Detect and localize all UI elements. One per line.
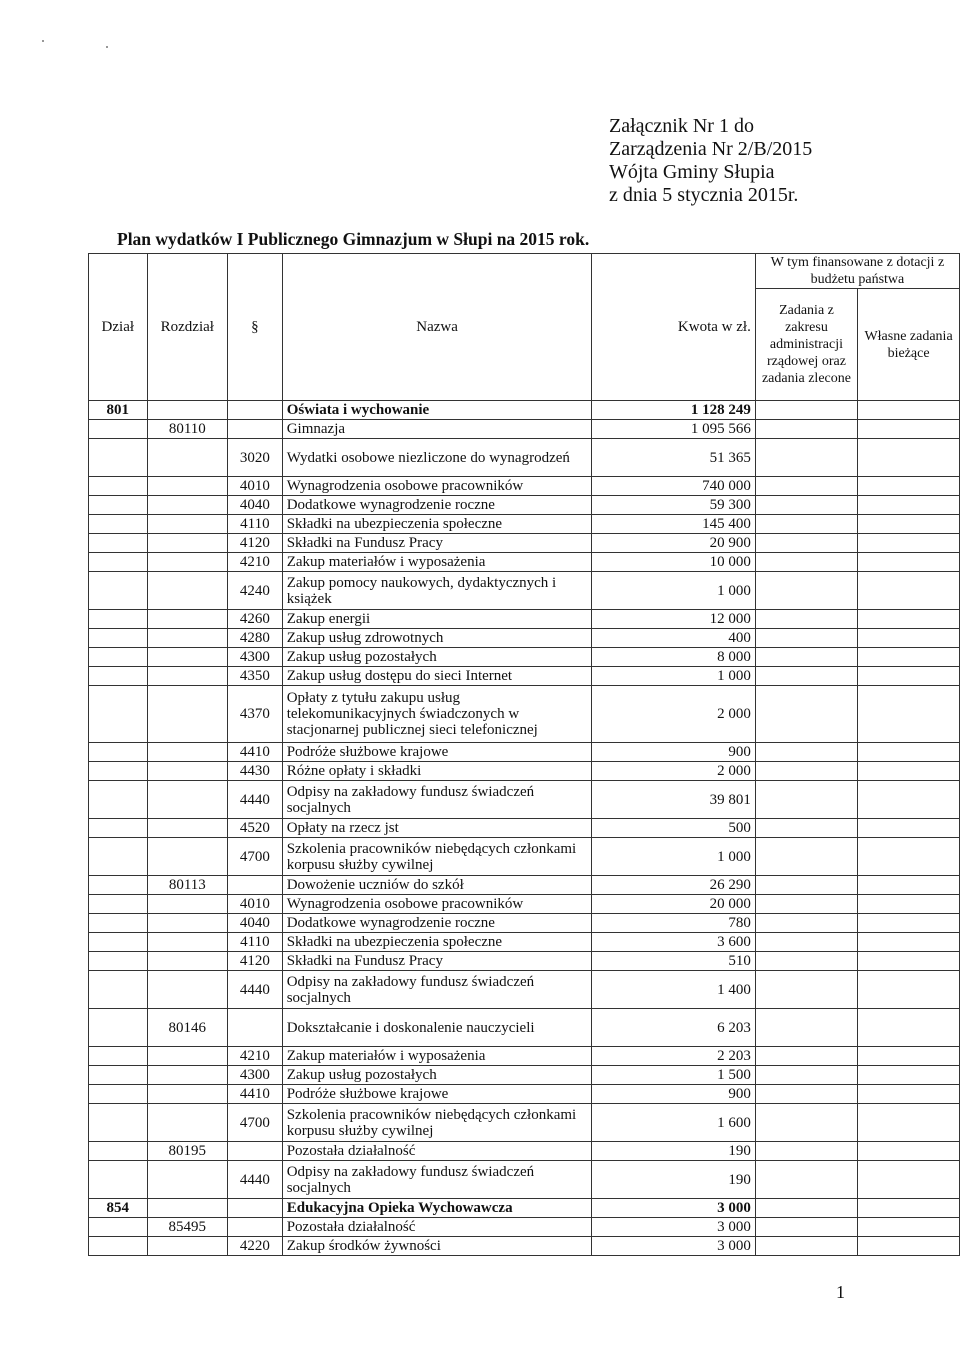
cell-dzial xyxy=(89,952,148,971)
cell-kwota: 145 400 xyxy=(592,515,755,534)
cell-wlasne xyxy=(858,553,960,572)
cell-nazwa: Podróże służbowe krajowe xyxy=(282,743,592,762)
table-row xyxy=(89,515,960,534)
cell-dzial xyxy=(89,610,148,629)
table-row xyxy=(89,762,960,781)
cell-nazwa: Szkolenia pracowników niebędących członkami korpusu służby cywilnej xyxy=(282,1104,592,1142)
cell-nazwa: Edukacyjna Opieka Wychowawcza xyxy=(282,1199,592,1218)
cell-rozdzial: 80195 xyxy=(147,1142,227,1161)
cell-kwota: 1 000 xyxy=(592,667,755,686)
cell-rozdzial xyxy=(147,553,227,572)
cell-dzial xyxy=(89,1085,148,1104)
cell-paragraf: 4280 xyxy=(228,629,283,648)
cell-rozdzial xyxy=(147,819,227,838)
cell-zadania-zlecone xyxy=(755,648,857,667)
cell-wlasne xyxy=(858,496,960,515)
cell-rozdzial xyxy=(147,496,227,515)
cell-kwota: 3 000 xyxy=(592,1218,755,1237)
cell-paragraf: 4520 xyxy=(228,819,283,838)
header-nazwa: Nazwa xyxy=(282,254,592,401)
cell-dzial xyxy=(89,686,148,743)
annex-header xyxy=(609,115,812,207)
cell-zadania-zlecone xyxy=(755,743,857,762)
cell-wlasne xyxy=(858,1161,960,1199)
cell-paragraf xyxy=(228,1009,283,1047)
cell-rozdzial xyxy=(147,1199,227,1218)
table-row xyxy=(89,1237,960,1256)
table-row xyxy=(89,933,960,952)
table-row xyxy=(89,1104,960,1142)
cell-zadania-zlecone xyxy=(755,667,857,686)
cell-kwota: 740 000 xyxy=(592,477,755,496)
cell-dzial xyxy=(89,648,148,667)
cell-kwota: 59 300 xyxy=(592,496,755,515)
cell-rozdzial xyxy=(147,439,227,477)
page-number: 1 xyxy=(836,1282,845,1302)
cell-rozdzial: 80113 xyxy=(147,876,227,895)
cell-zadania-zlecone xyxy=(755,1085,857,1104)
header-w-tym: W tym finansowane z dotacji z budżetu państwa xyxy=(755,254,959,289)
table-row xyxy=(89,971,960,1009)
cell-rozdzial: 80146 xyxy=(147,1009,227,1047)
cell-zadania-zlecone xyxy=(755,534,857,553)
cell-wlasne xyxy=(858,401,960,420)
cell-nazwa: Składki na Fundusz Pracy xyxy=(282,952,592,971)
cell-nazwa: Składki na ubezpieczenia społeczne xyxy=(282,515,592,534)
cell-wlasne xyxy=(858,1047,960,1066)
cell-nazwa: Wydatki osobowe niezliczone do wynagrodzeń xyxy=(282,439,592,477)
table-row xyxy=(89,1009,960,1047)
cell-paragraf: 4120 xyxy=(228,534,283,553)
cell-nazwa: Zakup usług pozostałych xyxy=(282,1066,592,1085)
cell-paragraf: 4430 xyxy=(228,762,283,781)
cell-dzial xyxy=(89,515,148,534)
cell-wlasne xyxy=(858,838,960,876)
scan-speck xyxy=(42,40,44,42)
cell-rozdzial xyxy=(147,610,227,629)
cell-nazwa: Dowożenie uczniów do szkół xyxy=(282,876,592,895)
cell-paragraf: 4010 xyxy=(228,895,283,914)
cell-wlasne xyxy=(858,439,960,477)
cell-zadania-zlecone xyxy=(755,781,857,819)
cell-kwota: 190 xyxy=(592,1142,755,1161)
cell-wlasne xyxy=(858,933,960,952)
cell-rozdzial xyxy=(147,838,227,876)
cell-kwota: 3 000 xyxy=(592,1199,755,1218)
cell-dzial xyxy=(89,553,148,572)
cell-dzial xyxy=(89,781,148,819)
cell-dzial xyxy=(89,914,148,933)
cell-nazwa: Pozostała działalność xyxy=(282,1142,592,1161)
cell-kwota: 2 000 xyxy=(592,686,755,743)
cell-nazwa: Odpisy na zakładowy fundusz świadczeń socjalnych xyxy=(282,1161,592,1199)
cell-rozdzial xyxy=(147,572,227,610)
cell-nazwa: Podróże służbowe krajowe xyxy=(282,1085,592,1104)
cell-wlasne xyxy=(858,952,960,971)
cell-wlasne xyxy=(858,1199,960,1218)
cell-kwota: 1 128 249 xyxy=(592,401,755,420)
cell-wlasne xyxy=(858,1085,960,1104)
cell-dzial xyxy=(89,439,148,477)
cell-rozdzial xyxy=(147,743,227,762)
cell-kwota: 10 000 xyxy=(592,553,755,572)
cell-nazwa: Zakup materiałów i wyposażenia xyxy=(282,553,592,572)
cell-wlasne xyxy=(858,477,960,496)
cell-kwota: 500 xyxy=(592,819,755,838)
cell-dzial xyxy=(89,534,148,553)
table-row xyxy=(89,629,960,648)
cell-paragraf: 4110 xyxy=(228,515,283,534)
cell-wlasne xyxy=(858,1237,960,1256)
cell-dzial xyxy=(89,762,148,781)
cell-paragraf xyxy=(228,876,283,895)
cell-wlasne xyxy=(858,420,960,439)
cell-wlasne xyxy=(858,1066,960,1085)
cell-nazwa: Oświata i wychowanie xyxy=(282,401,592,420)
cell-dzial xyxy=(89,933,148,952)
cell-dzial xyxy=(89,1066,148,1085)
cell-rozdzial: 80110 xyxy=(147,420,227,439)
cell-dzial xyxy=(89,477,148,496)
cell-nazwa: Zakup usług zdrowotnych xyxy=(282,629,592,648)
cell-zadania-zlecone xyxy=(755,515,857,534)
cell-kwota: 510 xyxy=(592,952,755,971)
cell-zadania-zlecone xyxy=(755,819,857,838)
cell-rozdzial xyxy=(147,667,227,686)
cell-dzial xyxy=(89,838,148,876)
cell-wlasne xyxy=(858,971,960,1009)
cell-paragraf: 3020 xyxy=(228,439,283,477)
header-zadania-zlecone: Zadania z zakresu administracji rządowej oraz zadania zlecone xyxy=(755,289,857,401)
cell-kwota: 51 365 xyxy=(592,439,755,477)
cell-paragraf: 4700 xyxy=(228,838,283,876)
cell-zadania-zlecone xyxy=(755,401,857,420)
cell-dzial xyxy=(89,1237,148,1256)
cell-nazwa: Dodatkowe wynagrodzenie roczne xyxy=(282,914,592,933)
cell-nazwa: Składki na Fundusz Pracy xyxy=(282,534,592,553)
cell-paragraf: 4240 xyxy=(228,572,283,610)
cell-zadania-zlecone xyxy=(755,477,857,496)
cell-zadania-zlecone xyxy=(755,971,857,1009)
cell-paragraf: 4120 xyxy=(228,952,283,971)
cell-dzial: 801 xyxy=(89,401,148,420)
cell-rozdzial xyxy=(147,1066,227,1085)
cell-wlasne xyxy=(858,1218,960,1237)
cell-wlasne xyxy=(858,534,960,553)
cell-paragraf: 4300 xyxy=(228,648,283,667)
annex-line: Zarządzenia Nr 2/B/2015 xyxy=(609,138,813,160)
cell-rozdzial xyxy=(147,1161,227,1199)
cell-zadania-zlecone xyxy=(755,952,857,971)
cell-dzial: 854 xyxy=(89,1199,148,1218)
table-row xyxy=(89,1047,960,1066)
cell-dzial xyxy=(89,1104,148,1142)
table-row xyxy=(89,477,960,496)
cell-rozdzial xyxy=(147,686,227,743)
cell-nazwa: Gimnazja xyxy=(282,420,592,439)
table-row xyxy=(89,648,960,667)
cell-paragraf: 4300 xyxy=(228,1066,283,1085)
cell-paragraf: 4440 xyxy=(228,781,283,819)
cell-nazwa: Dokształcanie i doskonalenie nauczycieli xyxy=(282,1009,592,1047)
cell-dzial xyxy=(89,1047,148,1066)
cell-rozdzial xyxy=(147,1104,227,1142)
cell-paragraf: 4700 xyxy=(228,1104,283,1142)
cell-paragraf: 4010 xyxy=(228,477,283,496)
cell-kwota: 12 000 xyxy=(592,610,755,629)
table-row xyxy=(89,1066,960,1085)
table-row xyxy=(89,1161,960,1199)
cell-wlasne xyxy=(858,686,960,743)
cell-wlasne xyxy=(858,515,960,534)
cell-dzial xyxy=(89,1009,148,1047)
cell-rozdzial xyxy=(147,1085,227,1104)
cell-nazwa: Pozostała działalność xyxy=(282,1218,592,1237)
cell-kwota: 1 000 xyxy=(592,572,755,610)
table-row xyxy=(89,743,960,762)
cell-kwota: 1 500 xyxy=(592,1066,755,1085)
cell-zadania-zlecone xyxy=(755,1009,857,1047)
table-row xyxy=(89,914,960,933)
cell-dzial xyxy=(89,667,148,686)
table-row xyxy=(89,610,960,629)
cell-kwota: 2 203 xyxy=(592,1047,755,1066)
cell-rozdzial xyxy=(147,477,227,496)
annex-line: Załącznik Nr 1 do xyxy=(609,115,754,137)
cell-paragraf: 4110 xyxy=(228,933,283,952)
table-row xyxy=(89,1085,960,1104)
cell-wlasne xyxy=(858,914,960,933)
table-row xyxy=(89,876,960,895)
cell-kwota: 900 xyxy=(592,1085,755,1104)
table-row xyxy=(89,781,960,819)
cell-nazwa: Odpisy na zakładowy fundusz świadczeń socjalnych xyxy=(282,781,592,819)
cell-dzial xyxy=(89,971,148,1009)
table-row xyxy=(89,420,960,439)
cell-paragraf: 4440 xyxy=(228,971,283,1009)
cell-zadania-zlecone xyxy=(755,572,857,610)
cell-paragraf xyxy=(228,1199,283,1218)
cell-zadania-zlecone xyxy=(755,496,857,515)
scan-speck xyxy=(106,46,108,48)
cell-kwota: 6 203 xyxy=(592,1009,755,1047)
cell-kwota: 20 900 xyxy=(592,534,755,553)
cell-kwota: 1 400 xyxy=(592,971,755,1009)
cell-rozdzial xyxy=(147,534,227,553)
cell-zadania-zlecone xyxy=(755,1161,857,1199)
cell-dzial xyxy=(89,1218,148,1237)
cell-kwota: 900 xyxy=(592,743,755,762)
cell-kwota: 20 000 xyxy=(592,895,755,914)
table-row xyxy=(89,572,960,610)
cell-wlasne xyxy=(858,762,960,781)
cell-dzial xyxy=(89,572,148,610)
cell-wlasne xyxy=(858,610,960,629)
cell-wlasne xyxy=(858,895,960,914)
cell-nazwa: Zakup usług pozostałych xyxy=(282,648,592,667)
cell-rozdzial xyxy=(147,629,227,648)
cell-rozdzial: 85495 xyxy=(147,1218,227,1237)
cell-zadania-zlecone xyxy=(755,895,857,914)
table-row xyxy=(89,667,960,686)
cell-wlasne xyxy=(858,781,960,819)
cell-rozdzial xyxy=(147,933,227,952)
cell-dzial xyxy=(89,819,148,838)
cell-wlasne xyxy=(858,1142,960,1161)
cell-dzial xyxy=(89,1161,148,1199)
cell-dzial xyxy=(89,420,148,439)
cell-paragraf: 4260 xyxy=(228,610,283,629)
cell-zadania-zlecone xyxy=(755,439,857,477)
table-row xyxy=(89,819,960,838)
table-row xyxy=(89,686,960,743)
cell-zadania-zlecone xyxy=(755,1237,857,1256)
cell-kwota: 3 600 xyxy=(592,933,755,952)
cell-nazwa: Zakup energii xyxy=(282,610,592,629)
cell-zadania-zlecone xyxy=(755,1199,857,1218)
cell-zadania-zlecone xyxy=(755,686,857,743)
header-wlasne: Własne zadania bieżące xyxy=(858,289,960,401)
cell-paragraf: 4410 xyxy=(228,1085,283,1104)
cell-paragraf xyxy=(228,420,283,439)
table-row xyxy=(89,496,960,515)
cell-paragraf xyxy=(228,1218,283,1237)
cell-dzial xyxy=(89,876,148,895)
cell-paragraf: 4040 xyxy=(228,914,283,933)
cell-kwota: 400 xyxy=(592,629,755,648)
cell-rozdzial xyxy=(147,401,227,420)
cell-paragraf: 4370 xyxy=(228,686,283,743)
cell-paragraf: 4440 xyxy=(228,1161,283,1199)
cell-zadania-zlecone xyxy=(755,420,857,439)
cell-kwota: 1 600 xyxy=(592,1104,755,1142)
cell-zadania-zlecone xyxy=(755,876,857,895)
cell-nazwa: Zakup środków żywności xyxy=(282,1237,592,1256)
cell-dzial xyxy=(89,743,148,762)
cell-zadania-zlecone xyxy=(755,553,857,572)
cell-paragraf: 4220 xyxy=(228,1237,283,1256)
cell-nazwa: Zakup pomocy naukowych, dydaktycznych i książek xyxy=(282,572,592,610)
cell-nazwa: Wynagrodzenia osobowe pracowników xyxy=(282,895,592,914)
cell-rozdzial xyxy=(147,895,227,914)
cell-paragraf xyxy=(228,1142,283,1161)
cell-nazwa: Opłaty na rzecz jst xyxy=(282,819,592,838)
cell-kwota: 26 290 xyxy=(592,876,755,895)
cell-dzial xyxy=(89,1142,148,1161)
cell-zadania-zlecone xyxy=(755,1047,857,1066)
cell-paragraf: 4040 xyxy=(228,496,283,515)
table-row xyxy=(89,1218,960,1237)
cell-rozdzial xyxy=(147,1047,227,1066)
cell-kwota: 780 xyxy=(592,914,755,933)
cell-zadania-zlecone xyxy=(755,629,857,648)
cell-kwota: 39 801 xyxy=(592,781,755,819)
cell-zadania-zlecone xyxy=(755,838,857,876)
cell-nazwa: Składki na ubezpieczenia społeczne xyxy=(282,933,592,952)
cell-paragraf: 4210 xyxy=(228,1047,283,1066)
cell-rozdzial xyxy=(147,762,227,781)
cell-wlasne xyxy=(858,648,960,667)
header-rozdzial: Rozdział xyxy=(147,254,227,401)
table-row xyxy=(89,952,960,971)
cell-kwota: 3 000 xyxy=(592,1237,755,1256)
annex-line: Wójta Gminy Słupia xyxy=(609,161,775,183)
cell-rozdzial xyxy=(147,971,227,1009)
cell-rozdzial xyxy=(147,914,227,933)
cell-paragraf: 4210 xyxy=(228,553,283,572)
cell-paragraf xyxy=(228,401,283,420)
cell-zadania-zlecone xyxy=(755,1066,857,1085)
annex-line: z dnia 5 stycznia 2015r. xyxy=(609,184,799,206)
table-row xyxy=(89,838,960,876)
cell-nazwa: Wynagrodzenia osobowe pracowników xyxy=(282,477,592,496)
cell-dzial xyxy=(89,629,148,648)
table-row xyxy=(89,895,960,914)
table-row xyxy=(89,439,960,477)
cell-nazwa: Różne opłaty i składki xyxy=(282,762,592,781)
cell-zadania-zlecone xyxy=(755,610,857,629)
cell-paragraf: 4410 xyxy=(228,743,283,762)
cell-rozdzial xyxy=(147,648,227,667)
cell-kwota: 190 xyxy=(592,1161,755,1199)
table-row xyxy=(89,401,960,420)
cell-wlasne xyxy=(858,1009,960,1047)
cell-rozdzial xyxy=(147,952,227,971)
cell-wlasne xyxy=(858,1104,960,1142)
cell-rozdzial xyxy=(147,781,227,819)
cell-wlasne xyxy=(858,667,960,686)
cell-nazwa: Odpisy na zakładowy fundusz świadczeń socjalnych xyxy=(282,971,592,1009)
cell-nazwa: Szkolenia pracowników niebędących członkami korpusu służby cywilnej xyxy=(282,838,592,876)
table-row xyxy=(89,1142,960,1161)
budget-table xyxy=(88,253,960,1256)
cell-wlasne xyxy=(858,629,960,648)
cell-nazwa: Zakup materiałów i wyposażenia xyxy=(282,1047,592,1066)
header-dzial: Dział xyxy=(89,254,148,401)
header-paragraf: § xyxy=(228,254,283,401)
cell-zadania-zlecone xyxy=(755,1142,857,1161)
header-kwota: Kwota w zł. xyxy=(592,254,755,401)
cell-zadania-zlecone xyxy=(755,914,857,933)
cell-kwota: 2 000 xyxy=(592,762,755,781)
cell-kwota: 8 000 xyxy=(592,648,755,667)
table-row xyxy=(89,534,960,553)
cell-paragraf: 4350 xyxy=(228,667,283,686)
table-row xyxy=(89,553,960,572)
cell-zadania-zlecone xyxy=(755,762,857,781)
cell-wlasne xyxy=(858,876,960,895)
cell-wlasne xyxy=(858,819,960,838)
cell-zadania-zlecone xyxy=(755,1218,857,1237)
table-row xyxy=(89,1199,960,1218)
cell-wlasne xyxy=(858,572,960,610)
cell-nazwa: Opłaty z tytułu zakupu usług telekomunikacyjnych świadczonych w stacjonarnej publicznej sieci telefonicznej xyxy=(282,686,592,743)
cell-nazwa: Dodatkowe wynagrodzenie roczne xyxy=(282,496,592,515)
cell-rozdzial xyxy=(147,1237,227,1256)
cell-rozdzial xyxy=(147,515,227,534)
cell-kwota: 1 095 566 xyxy=(592,420,755,439)
cell-nazwa: Zakup usług dostępu do sieci Internet xyxy=(282,667,592,686)
cell-zadania-zlecone xyxy=(755,1104,857,1142)
cell-wlasne xyxy=(858,743,960,762)
cell-dzial xyxy=(89,496,148,515)
cell-dzial xyxy=(89,895,148,914)
cell-zadania-zlecone xyxy=(755,933,857,952)
cell-kwota: 1 000 xyxy=(592,838,755,876)
plan-title: Plan wydatków I Publicznego Gimnazjum w Słupi na 2015 rok. xyxy=(117,229,590,249)
